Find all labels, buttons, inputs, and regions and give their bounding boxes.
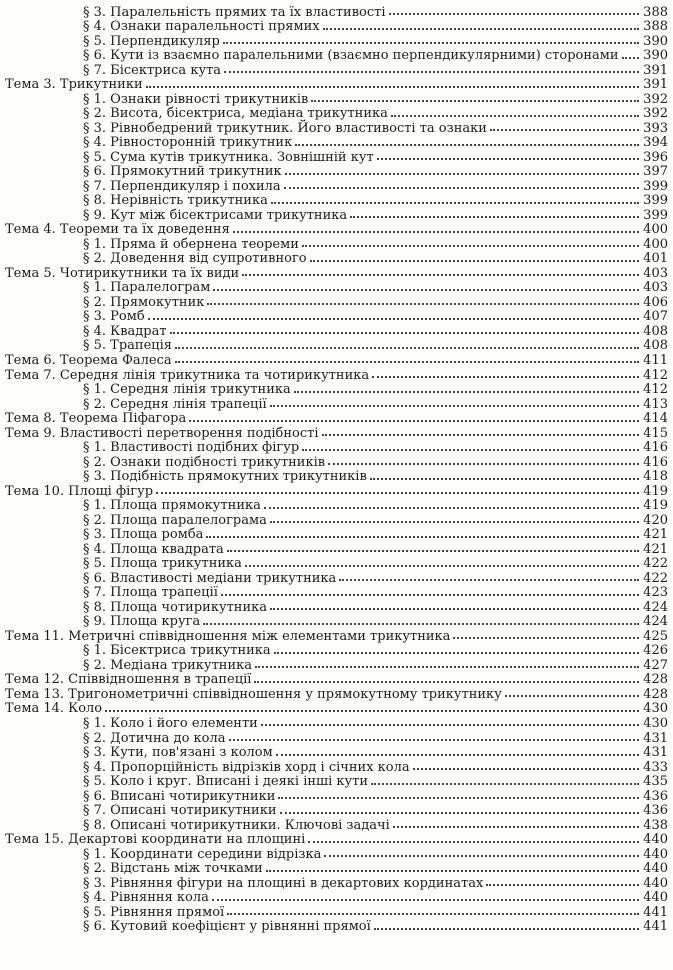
entry-title: Тема 14. Коло — [5, 701, 103, 717]
entry-page-number: 397 — [643, 164, 668, 180]
dot-leader — [372, 365, 639, 378]
entry-title: § 7. Описані чотирикутники — [83, 803, 277, 819]
entry-page-number: 393 — [643, 120, 668, 136]
entry-page-number: 436 — [643, 803, 668, 819]
dot-leader — [308, 830, 639, 843]
entry-page-number: 440 — [643, 846, 668, 862]
entry-page-number: 431 — [643, 730, 668, 746]
entry-title: § 1. Ознаки рівності трикутників — [83, 91, 309, 107]
entry-title: § 2. Площа паралелограма — [83, 512, 267, 528]
entry-title: Тема 9. Властивості перетворення подібності — [5, 425, 319, 441]
entry-page-number: 441 — [643, 919, 668, 935]
entry-page-number: 423 — [643, 585, 668, 601]
entry-page-number: 399 — [643, 178, 668, 194]
entry-page-number: 400 — [643, 222, 668, 238]
entry-title: § 2. Дотична до кола — [83, 730, 226, 746]
dot-leader — [323, 17, 639, 30]
dot-leader — [339, 568, 639, 581]
entry-title: § 5. Перпендикуляр — [83, 33, 220, 49]
dot-leader — [261, 713, 639, 726]
entry-title: Тема 7. Середня лінія трикутника та чотирикутника — [5, 367, 370, 383]
dot-leader — [413, 757, 639, 770]
dot-leader — [377, 147, 639, 160]
entry-title: § 4. Площа квадрата — [83, 541, 224, 557]
entry-title: § 2. Прямокутник — [83, 294, 205, 310]
entry-page-number: 406 — [643, 294, 668, 310]
entry-page-number: 411 — [643, 352, 668, 368]
entry-page-number: 421 — [643, 527, 668, 543]
entry-page-number: 416 — [643, 440, 668, 456]
dot-leader — [264, 496, 639, 509]
dot-leader — [389, 2, 640, 15]
entry-title: § 7. Бісектриса кута — [83, 62, 222, 78]
dot-leader — [206, 525, 639, 538]
entry-page-number: 391 — [643, 62, 668, 78]
dot-leader — [270, 394, 639, 407]
entry-title: § 1. Паралелограм — [83, 280, 211, 296]
dot-leader — [393, 815, 639, 828]
entry-page-number: 440 — [643, 875, 668, 891]
entry-page-number: 392 — [643, 106, 668, 122]
entry-page-number: 427 — [643, 657, 668, 673]
dot-leader — [245, 554, 639, 567]
entry-page-number: 435 — [643, 774, 668, 790]
dot-leader — [203, 612, 639, 625]
dot-leader — [274, 641, 639, 654]
entry-page-number: 422 — [643, 556, 668, 572]
dot-leader — [227, 902, 639, 915]
dot-leader — [276, 743, 639, 756]
entry-title: Тема 5. Чотирикутники та їх види — [5, 265, 240, 281]
entry-page-number: 390 — [643, 33, 668, 49]
entry-page-number: 430 — [643, 715, 668, 731]
entry-title: § 5. Рівняння прямої — [83, 904, 225, 920]
entry-title: § 7. Перпендикуляр і похила — [83, 178, 281, 194]
dot-leader — [175, 350, 639, 363]
entry-page-number: 418 — [643, 469, 668, 485]
entry-title: Тема 12. Співвідношення в трапеції — [5, 672, 252, 688]
entry-title: § 6. Кутовий коефіцієнт у рівнянні прямої — [83, 919, 371, 935]
entry-page-number: 403 — [643, 265, 668, 281]
dot-leader — [294, 380, 639, 393]
dot-leader — [310, 249, 639, 262]
entry-page-number: 392 — [643, 91, 668, 107]
dot-leader — [223, 31, 639, 44]
entry-title: § 6. Кути із взаємно паралельними (взаємно перпендикулярними) сторонами — [83, 48, 619, 64]
entry-title: § 9. Кут між бісектрисами трикутника — [83, 207, 348, 223]
entry-page-number: 420 — [643, 512, 668, 528]
entry-title: § 4. Пропорційність відрізків хорд і січних кола — [83, 759, 410, 775]
dot-leader — [254, 670, 639, 683]
entry-page-number: 438 — [643, 817, 668, 833]
dot-leader — [229, 728, 640, 741]
dot-leader — [278, 786, 639, 799]
entry-title: § 3. Кути, пов'язані з колом — [83, 745, 273, 761]
entry-page-number: 419 — [643, 483, 668, 499]
entry-title: Тема 13. Тригонометричні співвідношення у прямокутному трикутнику — [5, 686, 502, 702]
dot-leader — [622, 46, 639, 59]
entry-page-number: 428 — [643, 672, 668, 688]
entry-title: § 1. Коло і його елементи — [83, 715, 258, 731]
dot-leader — [255, 655, 639, 668]
entry-page-number: 408 — [643, 338, 668, 354]
entry-title: § 2. Висота, бісектриса, медіана трикутника — [83, 106, 388, 122]
entry-page-number: 416 — [643, 454, 668, 470]
dot-leader — [374, 917, 639, 930]
entry-page-number: 403 — [643, 280, 668, 296]
entry-title: § 1. Бісектриса трикутника — [83, 643, 271, 659]
entry-page-number: 419 — [643, 498, 668, 514]
entry-page-number: 388 — [643, 19, 668, 35]
entry-page-number: 400 — [643, 236, 668, 252]
entry-title: Тема 3. Трикутники — [5, 77, 143, 93]
entry-page-number: 414 — [643, 411, 668, 427]
entry-page-number: 407 — [643, 309, 668, 325]
entry-page-number: 396 — [643, 149, 668, 165]
dot-leader — [233, 220, 639, 233]
entry-page-number: 415 — [643, 425, 668, 441]
entry-page-number: 430 — [643, 701, 668, 717]
entry-page-number: 436 — [643, 788, 668, 804]
entry-title: § 1. Площа прямокутника — [83, 498, 261, 514]
dot-leader — [189, 409, 639, 422]
entry-page-number: 394 — [643, 135, 668, 151]
entry-title: § 1. Середня лінія трикутника — [83, 382, 291, 398]
entry-page-number: 424 — [643, 614, 668, 630]
entry-title: § 3. Площа ромба — [83, 527, 204, 543]
entry-title: § 6. Властивості медіани трикутника — [83, 570, 337, 586]
dot-leader — [285, 162, 639, 175]
dot-leader — [295, 133, 639, 146]
entry-page-number: 401 — [643, 251, 668, 267]
entry-title: Тема 6. Теорема Фалеса — [5, 352, 172, 368]
dot-leader — [284, 176, 639, 189]
entry-page-number: 440 — [643, 832, 668, 848]
entry-page-number: 388 — [643, 4, 668, 20]
entry-title: § 5. Коло і круг. Вписані і деякі інші кути — [83, 774, 369, 790]
dot-leader — [242, 263, 639, 276]
entry-title: § 5. Трапеція — [83, 338, 172, 354]
dot-leader — [391, 104, 639, 117]
entry-page-number: 412 — [643, 382, 668, 398]
entry-title: § 3. Подібність прямокутних трикутників — [83, 469, 367, 485]
entry-title: Тема 10. Площі фігур — [5, 483, 154, 499]
entry-page-number: 413 — [643, 396, 668, 412]
dot-leader — [221, 583, 639, 596]
entry-title: § 6. Прямокутний трикутник — [83, 164, 282, 180]
dot-leader — [213, 278, 639, 291]
dot-leader — [105, 699, 639, 712]
entry-page-number: 440 — [643, 890, 668, 906]
dot-leader — [311, 89, 639, 102]
entry-title: § 4. Рівносторонній трикутник — [83, 135, 293, 151]
dot-leader — [148, 307, 639, 320]
entry-page-number: 399 — [643, 207, 668, 223]
entry-title: § 4. Квадрат — [83, 323, 167, 339]
entry-title: § 5. Площа трикутника — [83, 556, 242, 572]
dot-leader — [266, 859, 639, 872]
dot-leader — [212, 888, 639, 901]
toc-section-entry — [83, 917, 668, 937]
entry-title: § 1. Пряма й обернена теореми — [83, 236, 299, 252]
dot-leader — [505, 684, 639, 697]
entry-page-number: 441 — [643, 904, 668, 920]
entry-page-number: 433 — [643, 759, 668, 775]
entry-page-number: 390 — [643, 48, 668, 64]
entry-title: § 8. Нерівність трикутника — [83, 193, 268, 209]
dot-leader — [322, 423, 640, 436]
dot-leader — [370, 467, 639, 480]
dot-leader — [271, 191, 639, 204]
dot-leader — [146, 75, 639, 88]
dot-leader — [170, 321, 639, 334]
dot-leader — [350, 205, 639, 218]
entry-title: § 1. Координати середини відрізка — [83, 846, 322, 862]
entry-title: § 4. Ознаки паралельності прямих — [83, 19, 320, 35]
entry-title: § 2. Середня лінія трапеції — [83, 396, 267, 412]
entry-title: § 3. Паралельність прямих та їх властивості — [83, 4, 386, 20]
dot-leader — [490, 118, 639, 131]
entry-page-number: 421 — [643, 541, 668, 557]
dot-leader — [227, 539, 639, 552]
entry-title: § 2. Медіана трикутника — [83, 657, 252, 673]
entry-title: § 1. Властивості подібних фігур — [83, 440, 300, 456]
dot-leader — [270, 510, 639, 523]
entry-title: § 6. Вписані чотирикутники — [83, 788, 276, 804]
entry-title: § 3. Рівняння фігури на площині в декартових кординатах — [83, 875, 484, 891]
entry-title: § 3. Рівнобедрений трикутник. Його властивості та ознаки — [83, 120, 487, 136]
dot-leader — [324, 844, 639, 857]
entry-page-number: 399 — [643, 193, 668, 209]
entry-title: § 9. Площа круга — [83, 614, 201, 630]
entry-page-number: 412 — [643, 367, 668, 383]
entry-page-number: 391 — [643, 77, 668, 93]
dot-leader — [156, 481, 639, 494]
dot-leader — [224, 60, 639, 73]
entry-page-number: 422 — [643, 570, 668, 586]
dot-leader — [302, 234, 639, 247]
entry-page-number: 424 — [643, 599, 668, 615]
entry-page-number: 425 — [643, 628, 668, 644]
dot-leader — [371, 772, 639, 785]
entry-title: § 2. Відстань між точками — [83, 861, 263, 877]
entry-title: § 8. Площа чотирикутника — [83, 599, 267, 615]
entry-title: § 3. Ромб — [83, 309, 145, 325]
entry-title: § 2. Доведення від супротивного — [83, 251, 307, 267]
dot-leader — [302, 438, 639, 451]
entry-page-number: 440 — [643, 861, 668, 877]
entry-page-number: 408 — [643, 323, 668, 339]
entry-title: § 2. Ознаки подібності трикутників — [83, 454, 326, 470]
entry-title: § 8. Описані чотирикутники. Ключові задачі — [83, 817, 390, 833]
entry-title: Тема 11. Метричні співвідношення між елементами трикутника — [5, 628, 451, 644]
dot-leader — [453, 626, 639, 639]
entry-page-number: 426 — [643, 643, 668, 659]
entry-title: § 7. Площа трапеції — [83, 585, 218, 601]
dot-leader — [280, 801, 640, 814]
entry-page-number: 431 — [643, 745, 668, 761]
entry-title: § 4. Рівняння кола — [83, 890, 209, 906]
dot-leader — [328, 452, 639, 465]
dot-leader — [270, 597, 639, 610]
entry-title: § 5. Сума кутів трикутника. Зовнішній кут — [83, 149, 374, 165]
dot-leader — [486, 873, 639, 886]
dot-leader — [175, 336, 639, 349]
entry-title: Тема 15. Декартові координати на площині — [5, 832, 306, 848]
dot-leader — [207, 292, 639, 305]
entry-title: Тема 4. Теореми та їх доведення — [5, 222, 230, 238]
entry-title: Тема 8. Теорема Піфагора — [5, 411, 187, 427]
entry-page-number: 428 — [643, 686, 668, 702]
